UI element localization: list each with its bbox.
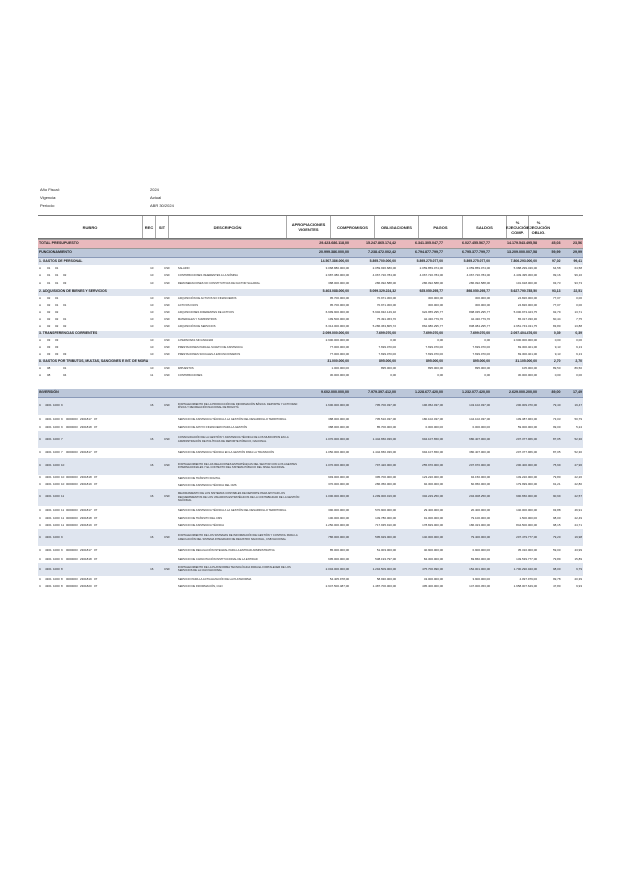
table-row: C 4301 1000 11 0000003 2301819 07 SERVICIO DE ASISTENCIA TÉCNICA 1.250.000.000,00 717.935.910,00 178.829.000,00 186.323.000,00 844.500.000,00 98,15 24,71	[38, 522, 583, 529]
table-row: C 4301 1000 11 0000003 2301818 07 SERVICIO DE TRÁNSITO DEL CMS 100.000.000,00 149.780.000,00 91.000.000,00 79.100.000,00 1.500.000,00 98,00 22,49	[38, 515, 583, 522]
funcionamiento-row: FUNCIONAMIENTO 20.999.386.000,00 7.238.472.002,42 6.794.877.799,77 6.795.377.799,77 13.209.000.007,58 59,99 29,99	[38, 249, 583, 258]
inversion-row: INVERSIÓN 9.602.000.000,00 7.979.397.412,00 1.228.677.420,00 1.232.077.420,00 2.629.000.200,00 89,00 17,49	[38, 389, 583, 398]
rubro-cell: C 4301 1000 10	[38, 458, 149, 475]
table-row: A 03 03 10 CSF PRESTACIONES PARA EL SUJETO DE ASISTENCIA 77.000.000,00 7.699.070,00 7.699.070,00 7.699.070,00 69.300.401,00 9,13 9,13	[38, 345, 583, 352]
table-row: A 08 04 11 CSF CONTRIBUCIONES 30.000.000,00 0,00 0,00 0,00 30.000.000,00 0,00 0,00	[38, 373, 583, 380]
rubro-cell: C 4301 1000 9	[38, 397, 149, 415]
table-row: C 4301 1000 7 0000003 2301817 07 SERVICIO DE ASISTENCIA TÉCNICA EN LA GESTIÓN PARA LA TRANSICIÓN 1.050.000.000,00 1.442.650.036,00 994.107.650,00 380.407.000,00 207.377.966,00 87,05 52,30	[38, 448, 583, 458]
rubro-cell: A 01 01 03	[39, 281, 67, 285]
rubro-cell: A 02 01 01	[39, 303, 67, 308]
table-row: C 4301 1000 9 0000003 2301818 07 SERVICIO DE CAPACITACIÓN INSTITUCIONAL DE LA ENTIDAD 695.000.000,00 538.193.797,00 84.300.000,00 69.860.000,00 149.539.777,00 79,89 15,89	[38, 556, 583, 563]
table-row: A 01 01 02 10 CSF CONTRIBUCIONES INHERENTES A LA NÓMINA 2.987.380.000,00 4.067.720.784,00 4.067.720.784,00 4.067.720.784,00 4.449.495.300,00 99,16 99,16	[38, 272, 583, 279]
group-row: 3. TRANSFERENCIAS CORRIENTES 2.099.000.000,00 7.699.070,00 7.699.070,00 7.699.070,00 2.097.404.476,00 0,39 0,39	[38, 331, 583, 338]
rubro-cell: C 4301 1000 10 0000003 2301819 07	[39, 482, 98, 487]
rubro-cell: C 4301 1000 11 0000003 2301818 07	[39, 516, 98, 521]
table-row: C 4301 1000 8 0000003 2301819 07 SERVICIO PARA LA ACTUALIZACIÓN DE LA PLATAFORMA 54.405.978,00 58.930.000,00 43.000.000,00 3.900.000,00 4.097.979,00 99,78 20,39	[38, 576, 583, 583]
table-row: A 01 01 03 10 CSF REMUNERACIONES NO CONSTITUTIVAS DE FACTOR SALARIAL 388.000.000,00 286.092.588,00 286.092.588,00 286.092.588,00 101.918.000,00 93,73 93,73	[38, 279, 583, 289]
table-row: A 02 01 10 CSF ADQUISICIÓN DE ACTIVOS NO FINANCIEROS 95.700.000,00 70.971.300,00 300.000,00 300.000,00 24.826.000,00 77,07 0,00	[38, 296, 583, 303]
table-row: C 4301 1000 11 0000003 2301817 07 SERVICIO DE ASISTENCIA TÉCNICA A LA GESTIÓN DEL DESARROLLO TERRITORIAL 390.000.000,00 570.900.000,00 29.400.000,00 20.400.000,00 140.000.000,00 93,88 46,91	[38, 506, 583, 516]
rubro-cell: A 03 03	[39, 345, 59, 350]
header-saldos: SALDOS	[462, 216, 506, 238]
program-row: C 4301 1000 8 16 CSF FORTALECIMIENTO DE LA PLATAFORMA TECNOLÓGICA PARA EL FORTALECER DE LOS SERVICIOS DE LA CGN NACIONAL 2.004.000.000,00 1.294.509.000,00 475.700.990,00 152.001.000,00 1.700.290.040,00 98,00 9,79	[38, 563, 583, 576]
rubro-cell: A 08 01	[39, 366, 67, 371]
table-row: C 4301 1000 9 0000003 2301817 07 SERVICIO DE REGULACIÓN INTEGRAL PARA LA ENTIDAD ADMINISTRATIVA 85.000.000,00 51.003.000,00 40.900.000,00 0.900.000,00 35.310.000,00 59,00 43,99	[38, 546, 583, 556]
header-pagos: PAGOS	[418, 216, 462, 238]
table-row: A 03 03 03 10 CSF PRESTACIONES SOCIALES A EXFUNCIONARIOS 77.000.000,00 7.699.070,00 7.699.070,00 7.699.070,00 69.300.401,00 9,13 9,13	[38, 352, 583, 359]
rubro-cell: C 4301 1000 9	[38, 529, 149, 546]
program-row: C 4301 1000 9 16 CSF FORTALECIMIENTO DE LA PRODUCCIÓN DE INFORMACIÓN BÁSICA: DEPORTE Y ACTIVIDAD FÍSICA Y RECREACIÓN NACIONAL DE BOGOTÁ 1.600.000.000,00 795.700.037,00 196.052.037,00 143.102.037,00 200.009.370,00 79,40 19,47	[38, 397, 583, 415]
rubro-cell: A 01 01	[39, 265, 59, 270]
table-row: C 4301 1000 10 0000003 2301818 07 SERVICIO DE TRÁNSITO DIGITAL 993.000.000,00 395.700.000,00 123.220.000,00 94.150.000,00 149.220.000,00 79,80 22,26	[38, 475, 583, 482]
table-row: A 02 02 01 10 CSF MATERIALES Y SUMINISTROS 199.500.000,00 75.491.363,70 42.430.779,70 42.430.779,70 65.317.330,30 60,44 7,75	[38, 317, 583, 324]
rubro-cell: C 4301 1000 11	[38, 489, 149, 506]
total-row: TOTAL PRESUPUESTO 29.423.686.118,00 15.247.865.174,42 6.341.305.047,77 6.027.455.567,77 14.179.543.495,58 45,03 23,56	[38, 240, 583, 249]
program-row: C 4301 1000 9 16 CSF FORTALECIMIENTO DE LOS SISTEMAS DE INFORMACIÓN DE GESTIÓN Y CONTROL PARA LA ADECUACIÓN DEL SISTEMA INTEGRADO DE REGISTRO NACIONAL, CSB NACIONAL 786.000.000,00 595.929.000,00 140.000.000,00 79.400.000,00 207.479.777,00 79,20 19,98	[38, 529, 583, 546]
program-row: C 4301 1000 10 16 CSF FORTALECIMIENTO DE LAS RELACIONES ESTRATÉGICAS DEL SECTOR CON LOS AGENTES INTERNACIONALES Y EL CONTEXTO DEL SISTEMA PÚBLICO DEL NIVEL NACIONAL 1.070.000.000,00 797.420.000,00 255.970.000,00 207.970.000,00 200.400.000,00 75,99 27,96	[38, 458, 583, 475]
header-obligaciones: OBLIGACIONES	[374, 216, 418, 238]
rubro-cell: C 4301 1000 11 0000003 2301819 07	[39, 523, 98, 528]
meta-vigencia: Vigencia: Actual	[40, 195, 162, 200]
table-row: A 03 03 10 CSF A PERSONAS SIN ASIGNAR 2.900.000.000,00 0,00 0,00 0,00 2.900.000.000,00 0,00 0,00	[38, 338, 583, 345]
rubro-cell: C 4301 1000 9 0000003 2301818 07	[39, 556, 98, 561]
program-row: C 4301 1000 7 16 CSF CONSOLIDACIÓN DE LA GESTIÓN Y ASISTENCIA TÉCNICA DE LOS MUNICIPIOS EN LA ADMINISTRACIÓN DE POLÍTICAS DE DEPORTE PÚBLICO, NACIONAL 1.070.000.000,00 1.442.650.036,00 994.107.650,00 680.407.000,00 207.377.966,00 87,05 52,30	[38, 431, 583, 448]
group-row: 1. GASTOS DE PERSONAL 14.507.386.000,00 5.895.700.000,00 5.895.275.077,00 5.895.275.077,00 7.806.293.000,00 97,02 99,41	[38, 258, 583, 266]
budget-table	[38, 239, 583, 590]
meta-period: Periodo: ABR 30/2024	[40, 203, 174, 208]
rubro-cell: C 4301 1000 7	[38, 431, 149, 448]
rubro-cell: C 4301 1000 8 0000003 2301819 07	[39, 576, 98, 581]
spacer-row	[38, 380, 583, 389]
table-row: A 02 02 02 10 CSF ADQUISICIÓN DE SERVICIOS 6.314.000.000,00 5.286.363,805,72 862.986.295,77 838.084.295,77 2.951.743.431,75 83,80 13,88	[38, 324, 583, 331]
header-apropiaciones: APROPIACIONES VIGENTES	[286, 216, 330, 238]
program-row: C 4301 1000 11 16 CSF MEJORAMIENTO DE LOS SISTEMAS CONTABLES DE DEPORTE PARA APOYAR LOS REQUERIMIENTOS DE LOS USUARIOS ESTRATÉGICOS DE LA CONTABILIDAD DE LA GESTIÓN NACIONAL 1.000.000.000,00 1.299.000.016,00 302.229.250,00 204.008.250,00 990.650.000,00 90,99 22,57	[38, 489, 583, 506]
header-pct-oblig: % EJECUCIÓN OBLIG.	[528, 216, 548, 238]
table-row: A 08 01 10 CSF IMPUESTOS 1.000.000,00 895.000,00 895.000,00 895.000,00 105.000,00 89,50 89,50	[38, 366, 583, 373]
table-row: C 4301 1000 9 0000003 2301818 07 SERVICIO DE APOYO FINANCIERO PARA LA GESTIÓN 388.000.000,00 85.700.000,00 0.000.000,00 0.000.000,00 59.000.000,00 99,00 5,24	[38, 424, 583, 431]
rubro-cell: A 02 02 02	[39, 324, 67, 329]
budget-sheet	[38, 186, 583, 590]
header-pct-comp: % EJECUCIÓN COMP.	[506, 216, 528, 238]
header-descripcion: DESCRIPCIÓN	[168, 216, 286, 238]
rubro-cell: A 01 01 02	[39, 272, 67, 277]
rubro-cell: A 03 03 03	[39, 352, 67, 357]
rubro-cell: C 4301 1000 10 0000003 2301818 07	[39, 475, 98, 480]
header-compromisos: COMPROMISOS	[330, 216, 374, 238]
rubro-cell: A 02 02 01	[39, 317, 67, 322]
table-row: A 02 02 10 CSF ADQUISICIONES DIFERENTES DE ACTIVOS 6.999.900.000,00 5.902.932.149,32 922.955.295,77 898.035.295,77 5.000.973.423,75 92,79 13,71	[38, 310, 583, 317]
rubro-cell: C 4301 1000 8	[38, 563, 149, 576]
group-row: 2. ADQUISICIÓN DE BIENES Y SERVICIOS 5.403.088.000,00 5.099.329.224,32 925.050.295,77 898.050.295,77 5.627.790.785,50 93,13 22,51	[38, 289, 583, 296]
rubro-cell: C 4301 1000 8 0000003 2301820 07	[39, 583, 98, 588]
meta-year: Año Fiscal: 2024	[40, 187, 159, 192]
table-header	[38, 215, 583, 239]
header-rubro: RUBRO	[82, 224, 98, 230]
rubro-cell: C 4301 1000 7 0000003 2301817 07	[39, 450, 98, 455]
table-row: C 4301 1000 8 0000003 2301820 07 SERVICIO DE INFORMACIÓN, CGN 2.947.500.487,00 1.487.700.000,00 495.400.000,00 147.000.453,00 1.958.007.649,00 47,80 9,93	[38, 583, 583, 590]
group-row: 8. GASTOS POR TRIBUTOS, MULTAS, SANCIONES E INT. DE MORA 31.000.000,00 895.000,00 895.000,00 895.000,00 31.105.000,00 2,70 2,70	[38, 359, 583, 366]
rubro-cell: A 02 02	[39, 310, 59, 315]
header-sit: SIT	[155, 216, 168, 238]
table-row: C 4301 1000 10 0000003 2301819 07 SERVICIO DE ASISTENCIA TÉCNICA DEL CMS 370.000.000,00 286.350.000,00 92.300.000,00 60.950.000,00 179.999.000,00 91,21 22,80	[38, 482, 583, 489]
table-row: C 4301 1000 9 0000003 2301817 07 SERVICIO DE ASISTENCIA TÉCNICA A LA GESTIÓN DEL DESARROLLO TERRITORIAL 388.000.000,00 705.510.037,00 180.102.037,00 144.102.037,00 109.387.963,00 73,03 50,79	[38, 415, 583, 425]
rubro-cell: A 02 01	[39, 296, 59, 301]
rubro-cell: C 4301 1000 9 0000003 2301817 07	[39, 548, 98, 553]
rubro-cell: C 4301 1000 9 0000003 2301817 07	[39, 416, 98, 421]
rubro-cell: C 4301 1000 9 0000003 2301818 07	[39, 424, 98, 429]
table-row: A 01 01 10 CSF SALARIO 3.068.880.000,00 2.059.936.680,00 2.059.859.074,00 2.059.859.074,00 5.988.299.436,00 64,58 64,58	[38, 265, 583, 272]
table-row: A 02 01 01 10 CSF ACTIVOS FIJOS 95.700.000,00 70.971.300,00 300.000,00 300.000,00 24.826.000,00 77,07 0,00	[38, 303, 583, 310]
rubro-cell: A 08 04	[39, 373, 67, 378]
rubro-cell: A 03 03	[39, 338, 59, 343]
header-rec: REC	[142, 216, 155, 238]
rubro-cell: C 4301 1000 11 0000003 2301817 07	[39, 507, 98, 512]
